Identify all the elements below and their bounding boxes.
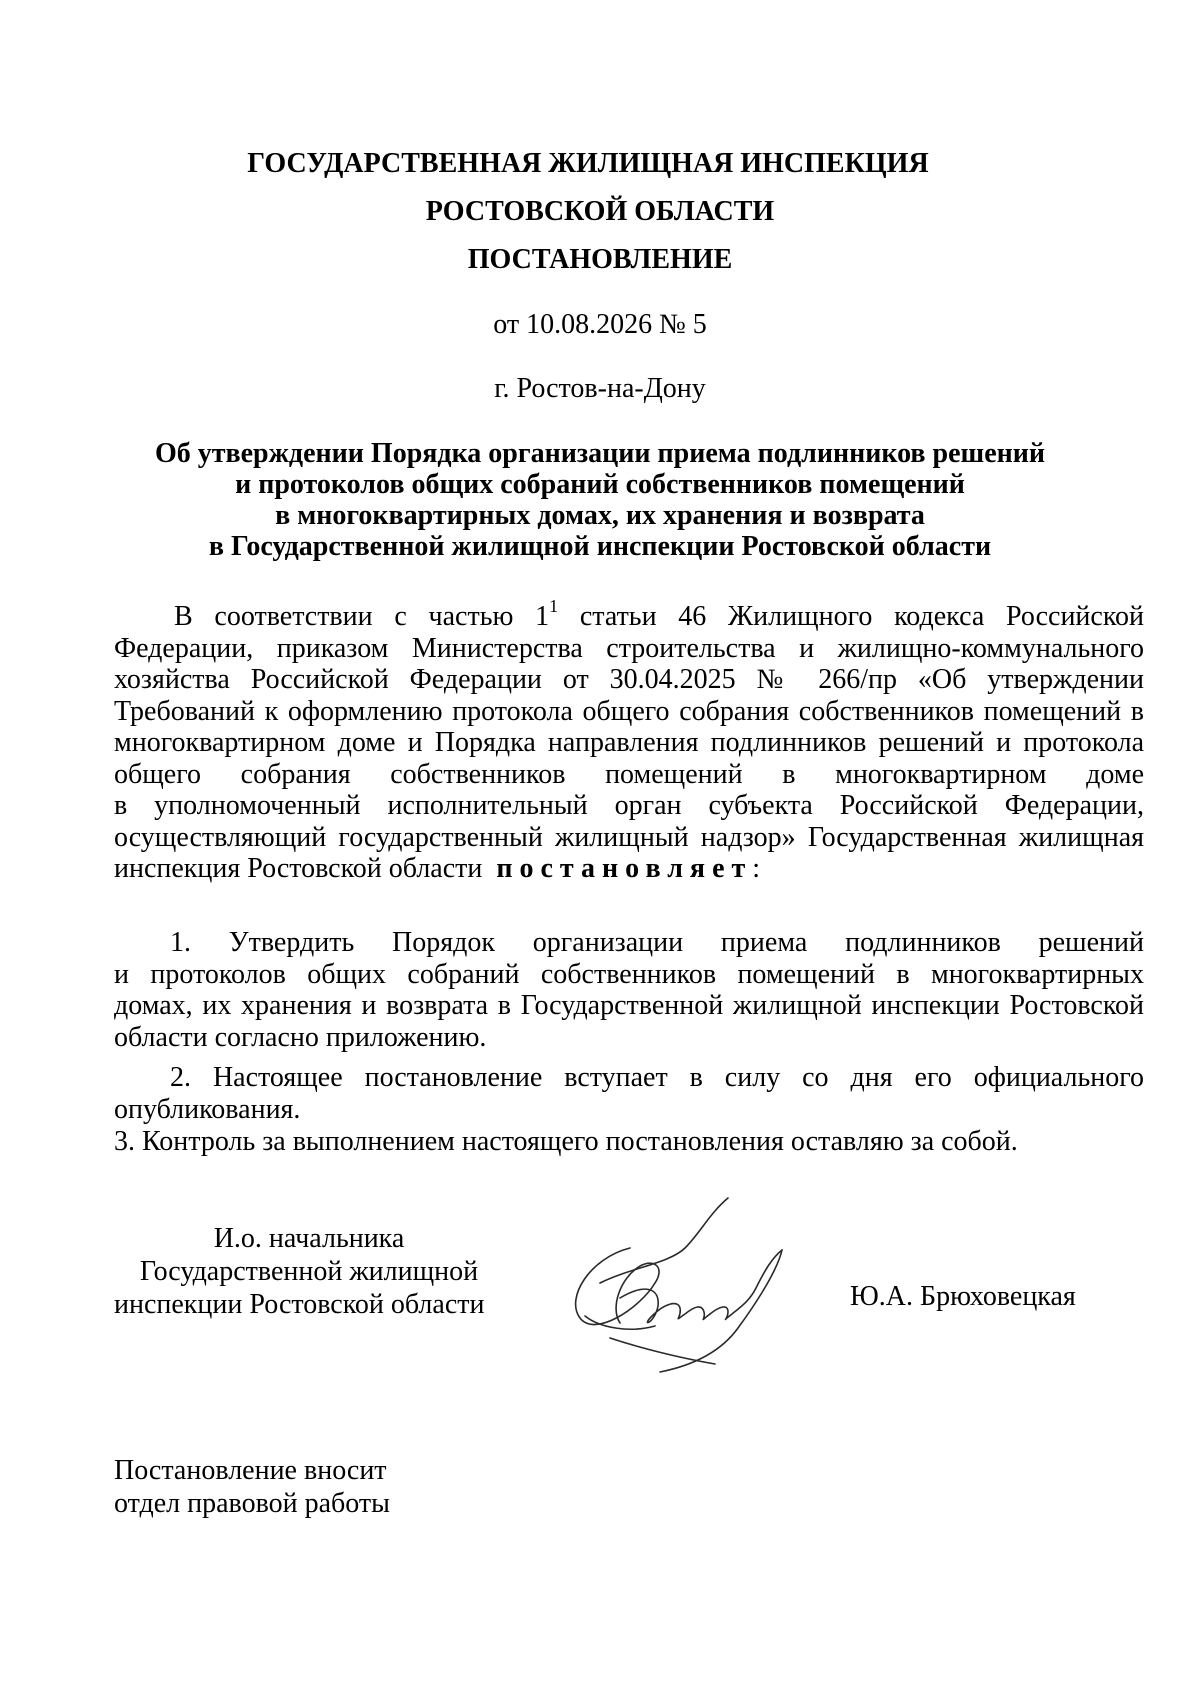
preamble-line: осуществляющий государственный жилищный надзор» Государственная жилищная	[114, 821, 1144, 853]
item-line: и протоколов общих собраний собственников помещений в многоквартирных	[114, 958, 1144, 990]
subject-line: в многоквартирных домах, их хранения и возврата	[275, 500, 925, 531]
preamble-line	[114, 595, 1144, 633]
superscript: 1	[549, 595, 559, 616]
handwritten-signature	[560, 1188, 820, 1378]
document-date-number: от 10.08.2026 № 5	[493, 309, 707, 340]
signatory-position	[114, 1222, 504, 1321]
position-line: инспекции Ростовской области	[114, 1289, 485, 1320]
preamble-line: общего собрания собственников помещений в многоквартирном доме	[114, 758, 1144, 790]
subject-line: в Государственной жилищной инспекции Ростовской области	[208, 531, 992, 562]
agency-title-line1: ГОСУДАРСТВЕННАЯ ЖИЛИЩНАЯ ИНСПЕКЦИЯ	[247, 148, 929, 179]
item-line: области согласно приложению.	[114, 1021, 487, 1053]
preamble-paragraph	[114, 595, 1144, 885]
footer-line: Постановление вносит	[114, 1455, 387, 1486]
item-line: 3. Контроль за выполнением настоящего постановления оставляю за собой.	[114, 1126, 1018, 1157]
preamble-text: инспекция Ростовской области	[114, 853, 483, 884]
subject-line: и протоколов общих собраний собственников помещений	[235, 469, 965, 500]
preamble-line: хозяйства Российской Федерации от 30.04.2025 № 266/пр «Об утверждении	[114, 664, 1144, 695]
position-line: И.о. начальника	[213, 1223, 405, 1254]
document-type: ПОСТАНОВЛЕНИЕ	[467, 244, 733, 275]
item-line: домах, их хранения и возврата в Государственной жилищной инспекции Ростовской	[114, 990, 1144, 1021]
footer-note	[114, 1454, 390, 1520]
document-city: г. Ростов-на-Дону	[494, 373, 706, 404]
item-line: 2. Настоящее постановление вступает в силу со дня его официального	[170, 1062, 1144, 1093]
resolves-word: постановляет	[496, 853, 753, 884]
item-line: 1. Утвердить Порядок организации приема подлинников решений	[170, 927, 1144, 958]
footer-line: отдел правовой работы	[114, 1488, 390, 1519]
resolution-item-2	[114, 1062, 1144, 1125]
preamble-text: статьи 46 Жилищного кодекса Российской	[558, 601, 1144, 632]
preamble-line: Требований к оформлению протокола общего собрания собственников помещений в	[114, 695, 1144, 727]
item-line: опубликования.	[114, 1093, 301, 1125]
resolution-item-1	[114, 927, 1144, 1053]
subject-line: Об утверждении Порядка организации приема подлинников решений	[154, 438, 1046, 469]
preamble-text: В соответствии с частью 1	[174, 601, 550, 632]
preamble-line: в уполномоченный исполнительный орган субъекта Российской Федерации,	[114, 790, 1144, 821]
position-line: Государственной жилищной	[139, 1256, 479, 1287]
signatory-name: Ю.А. Брюховецкая	[850, 1281, 1076, 1312]
preamble-line: многоквартирном доме и Порядка направления подлинников решений и протокола	[114, 727, 1144, 758]
preamble-line: Федерации, приказом Министерства строительства и жилищно-коммунального	[114, 632, 1144, 664]
agency-title-line2: РОСТОВСКОЙ ОБЛАСТИ	[425, 196, 775, 227]
preamble-line	[114, 853, 1144, 885]
document-subject	[120, 438, 1080, 562]
resolution-item-3	[114, 1126, 1144, 1158]
colon: :	[752, 853, 761, 884]
